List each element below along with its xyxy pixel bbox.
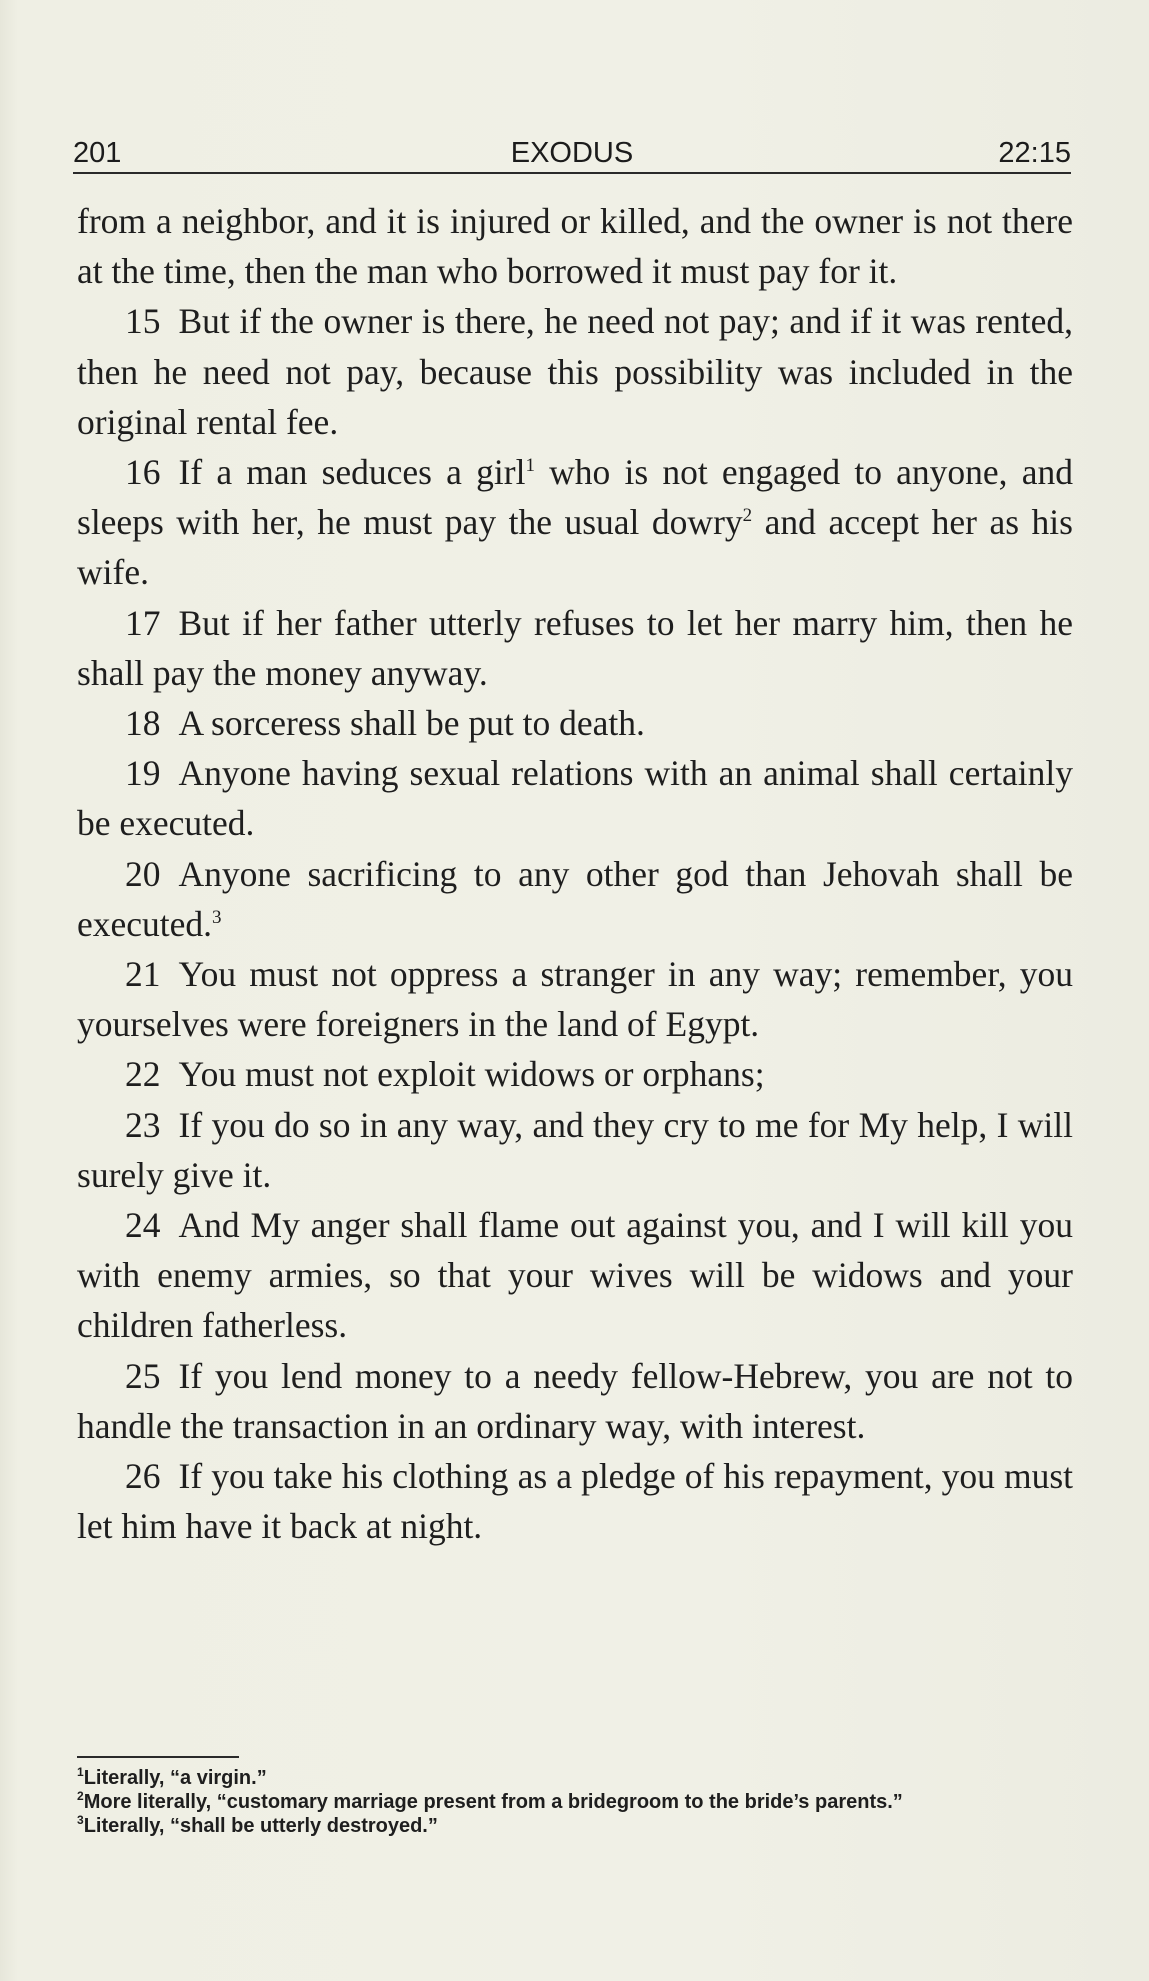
running-head xyxy=(73,131,1071,175)
verse-25 xyxy=(77,1351,1073,1451)
verse-number: 25 xyxy=(125,1355,161,1396)
footnote-mark: 1 xyxy=(77,1765,84,1779)
verse-15 xyxy=(77,296,1073,447)
footnote-2 xyxy=(77,1790,1073,1814)
verse-text: Anyone having sexual relations with an animal shall certainly be executed. xyxy=(77,753,1073,844)
verse-text: You must not exploit widows or orphans; xyxy=(178,1054,765,1095)
header-rule xyxy=(73,172,1071,174)
verse-16 xyxy=(77,447,1073,598)
footnote-1 xyxy=(77,1766,1073,1790)
book-title: EXODUS xyxy=(510,137,634,169)
footnote-text: More literally, “customary marriage present from a bridegroom to the bride’s parents.” xyxy=(83,1791,903,1813)
verse-21 xyxy=(77,949,1073,1049)
footnote-3 xyxy=(77,1814,1073,1838)
verse-19 xyxy=(77,748,1073,848)
verse-text: If a man seduces a girl xyxy=(178,452,526,493)
verse-17 xyxy=(77,598,1073,698)
body-text xyxy=(77,196,1073,1551)
footnote-mark: 2 xyxy=(77,1789,84,1803)
verse-number: 21 xyxy=(125,954,161,995)
verse-number: 15 xyxy=(125,301,161,342)
verse-20 xyxy=(77,849,1073,949)
footnotes xyxy=(77,1766,1073,1838)
footnote-text: Literally, “a virgin.” xyxy=(83,1767,267,1789)
footnote-marker: 2 xyxy=(742,505,753,527)
footnote-marker: 3 xyxy=(212,906,222,928)
verse-text: But if her father utterly refuses to let her marry him, then he shall pay the money anyway. xyxy=(77,602,1073,693)
verse-24 xyxy=(77,1200,1073,1351)
verse-text: And My anger shall flame out against you, and I will kill you with enemy armies, so that your wives will be widows and your children fatherless. xyxy=(77,1205,1073,1346)
verse-text: A sorceress shall be put to death. xyxy=(178,703,645,744)
verse-number: 20 xyxy=(125,853,161,894)
verse-number: 22 xyxy=(125,1054,161,1095)
verse-text: You must not oppress a stranger in any way; remember, you yourselves were foreigners in the land of Egypt. xyxy=(77,954,1073,1045)
footnote-mark: 3 xyxy=(77,1813,84,1827)
footnote-marker: 1 xyxy=(525,455,535,477)
verse-text: If you do so in any way, and they cry to me for My help, I will surely give it. xyxy=(77,1104,1073,1195)
footnote-rule xyxy=(77,1756,239,1758)
verse-18 xyxy=(77,698,1073,748)
verse-text: If you take his clothing as a pledge of his repayment, you must let him have it back at night. xyxy=(77,1456,1073,1547)
verse-number: 16 xyxy=(125,452,161,493)
verse-text: and accept her as his wife. xyxy=(77,502,1073,593)
verse-number: 19 xyxy=(125,753,161,794)
verse-number: 23 xyxy=(125,1104,161,1145)
verse-text: But if the owner is there, he need not pay; and if it was rented, then he need not pay, because this possibility was included in the original rental fee. xyxy=(77,301,1073,442)
verse-number: 26 xyxy=(125,1456,161,1497)
verse-22 xyxy=(77,1049,1073,1099)
verse-23 xyxy=(77,1100,1073,1200)
verse-26 xyxy=(77,1451,1073,1551)
verse-text: If you lend money to a needy fellow-Hebrew, you are not to handle the transaction in an ordinary way, with interest. xyxy=(77,1355,1073,1446)
verse-number: 18 xyxy=(125,703,161,744)
continuation-paragraph: from a neighbor, and it is injured or killed, and the owner is not there at the time, then the man who borrowed it must pay for it. xyxy=(77,201,1073,292)
footnote-text: Literally, “shall be utterly destroyed.” xyxy=(83,1815,438,1837)
verse-number: 24 xyxy=(125,1205,161,1246)
chapter-verse-reference: 22:15 xyxy=(998,137,1071,169)
verse-text: who is not engaged to anyone, and sleeps with her, he must pay the usual dowry xyxy=(77,452,1073,543)
page-number: 201 xyxy=(73,137,122,169)
verse-text: Anyone sacrificing to any other god than Jehovah shall be executed. xyxy=(77,853,1073,944)
verse-number: 17 xyxy=(125,602,161,643)
